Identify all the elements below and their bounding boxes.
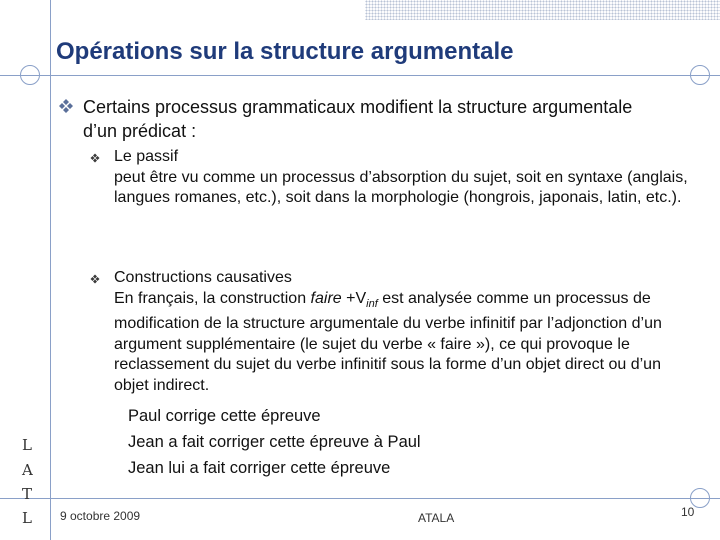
intro-text: Certains processus grammaticaux modifient la structure argumentale d’un prédicat : xyxy=(83,97,633,141)
causative-plus-v: +V xyxy=(341,289,367,307)
footer-center: ATALA xyxy=(418,511,455,525)
corner-circle-right xyxy=(690,65,710,85)
bottom-rule xyxy=(0,498,720,499)
left-rule xyxy=(50,0,51,540)
causative-inf: inf xyxy=(366,297,378,310)
causative-body-rest: est analysée comme un processus de modification de la structure argumentale du verbe infinitif par l’adjonction d’un argument supplémentaire (le sujet du verbe « faire »), ce qui provoque le reclassement du sujet du verbe infinitif sous la forme d’un objet direct ou d’un objet indirect. xyxy=(114,289,662,394)
causative-body-prefix: En français, la construction xyxy=(114,289,311,307)
diamond-bullet-icon xyxy=(90,153,100,163)
passive-heading: Le passif xyxy=(114,148,179,165)
diamond-bullet-icon xyxy=(90,274,100,284)
example-3: Jean lui a fait corriger cette épreuve xyxy=(128,459,391,477)
causative-item xyxy=(114,268,699,396)
side-letter-3: T xyxy=(22,485,33,503)
top-rule xyxy=(0,75,720,76)
dotted-texture xyxy=(365,0,720,20)
footer-date: 9 octobre 2009 xyxy=(60,509,141,523)
corner-circle-left xyxy=(20,65,40,85)
side-letter-4: L xyxy=(22,509,32,527)
example-2: Jean a fait corriger cette épreuve à Paul xyxy=(128,433,421,451)
page-number: 10 xyxy=(681,505,695,519)
passive-item xyxy=(114,147,699,209)
example-1: Paul corrige cette épreuve xyxy=(128,407,321,425)
slide-title: Opérations sur la structure argumentale xyxy=(56,38,514,65)
diamond-bullet-icon xyxy=(58,98,74,114)
causative-heading: Constructions causatives xyxy=(114,269,292,286)
causative-body xyxy=(114,289,699,397)
side-letter-1: L xyxy=(22,436,32,454)
passive-body: peut être vu comme un processus d’absorption du sujet, soit en syntaxe (anglais, langues romanes, etc.), soit dans la morphologie (hongrois, japonais, latin, etc.). xyxy=(114,168,688,206)
causative-faire: faire xyxy=(310,289,342,307)
side-letter-2: A xyxy=(22,461,33,479)
